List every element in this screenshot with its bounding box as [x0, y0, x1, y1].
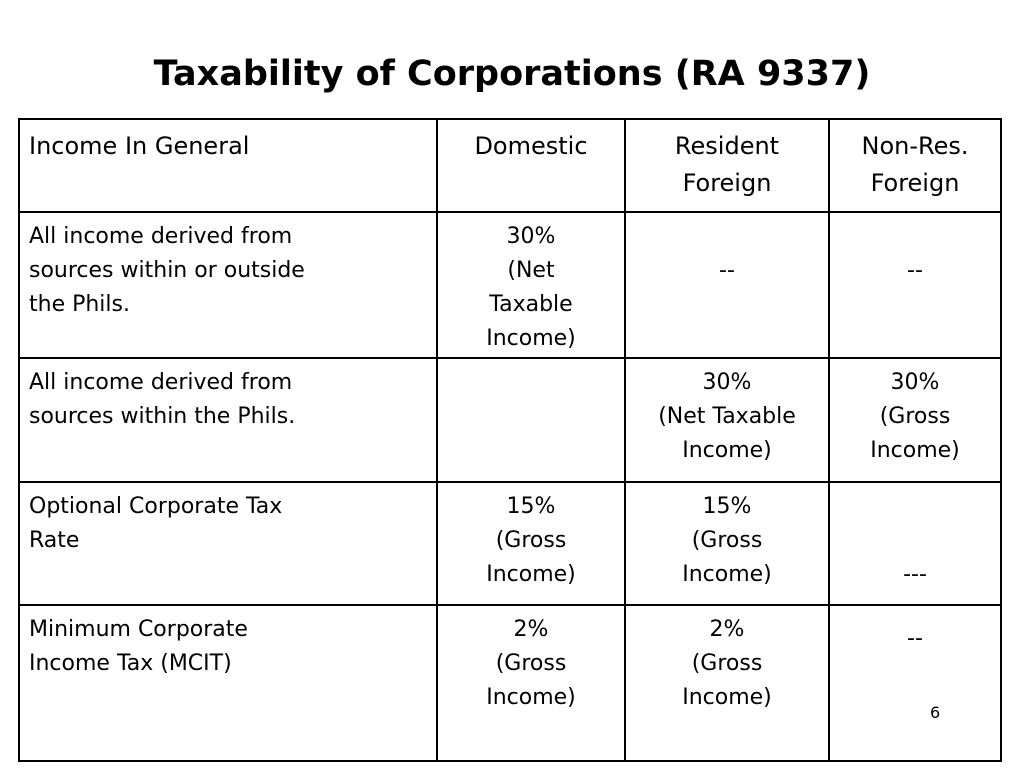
header-domestic: Domestic — [437, 119, 625, 212]
table-header-row — [19, 119, 1001, 212]
slide-title: Taxability of Corporations (RA 9337) — [153, 54, 871, 94]
row-resident-foreign-value: -- — [625, 212, 829, 358]
row-resident-foreign-value: 2% (Gross Income) — [625, 605, 829, 761]
row-non-res-foreign-value: --- — [829, 482, 1001, 605]
row-domestic-value: 15% (Gross Income) — [437, 482, 625, 605]
header-resident-foreign: Resident Foreign — [625, 119, 829, 212]
table-row — [19, 212, 1001, 358]
row-income-label: Optional Corporate Tax Rate — [19, 482, 437, 605]
row-domestic-value: 30% (Net Taxable Income) — [437, 212, 625, 358]
row-non-res-foreign-value: -- — [829, 212, 1001, 358]
table-row — [19, 358, 1001, 482]
row-domestic-value — [437, 358, 625, 482]
row-non-res-foreign-value: 30% (Gross Income) — [829, 358, 1001, 482]
header-non-res-foreign: Non-Res. Foreign — [829, 119, 1001, 212]
row-income-label: All income derived from sources within or outside the Phils. — [19, 212, 437, 358]
taxability-table — [18, 118, 1002, 762]
row-income-label: Minimum Corporate Income Tax (MCIT) — [19, 605, 437, 761]
page-number: 6 — [930, 703, 941, 722]
table-row — [19, 482, 1001, 605]
row-resident-foreign-value: 15% (Gross Income) — [625, 482, 829, 605]
row-resident-foreign-value: 30% (Net Taxable Income) — [625, 358, 829, 482]
row-domestic-value: 2% (Gross Income) — [437, 605, 625, 761]
row-non-res-foreign-value: -- — [829, 605, 1001, 761]
header-income-in-general: Income In General — [19, 119, 437, 212]
table-row — [19, 605, 1001, 761]
row-income-label: All income derived from sources within the Phils. — [19, 358, 437, 482]
